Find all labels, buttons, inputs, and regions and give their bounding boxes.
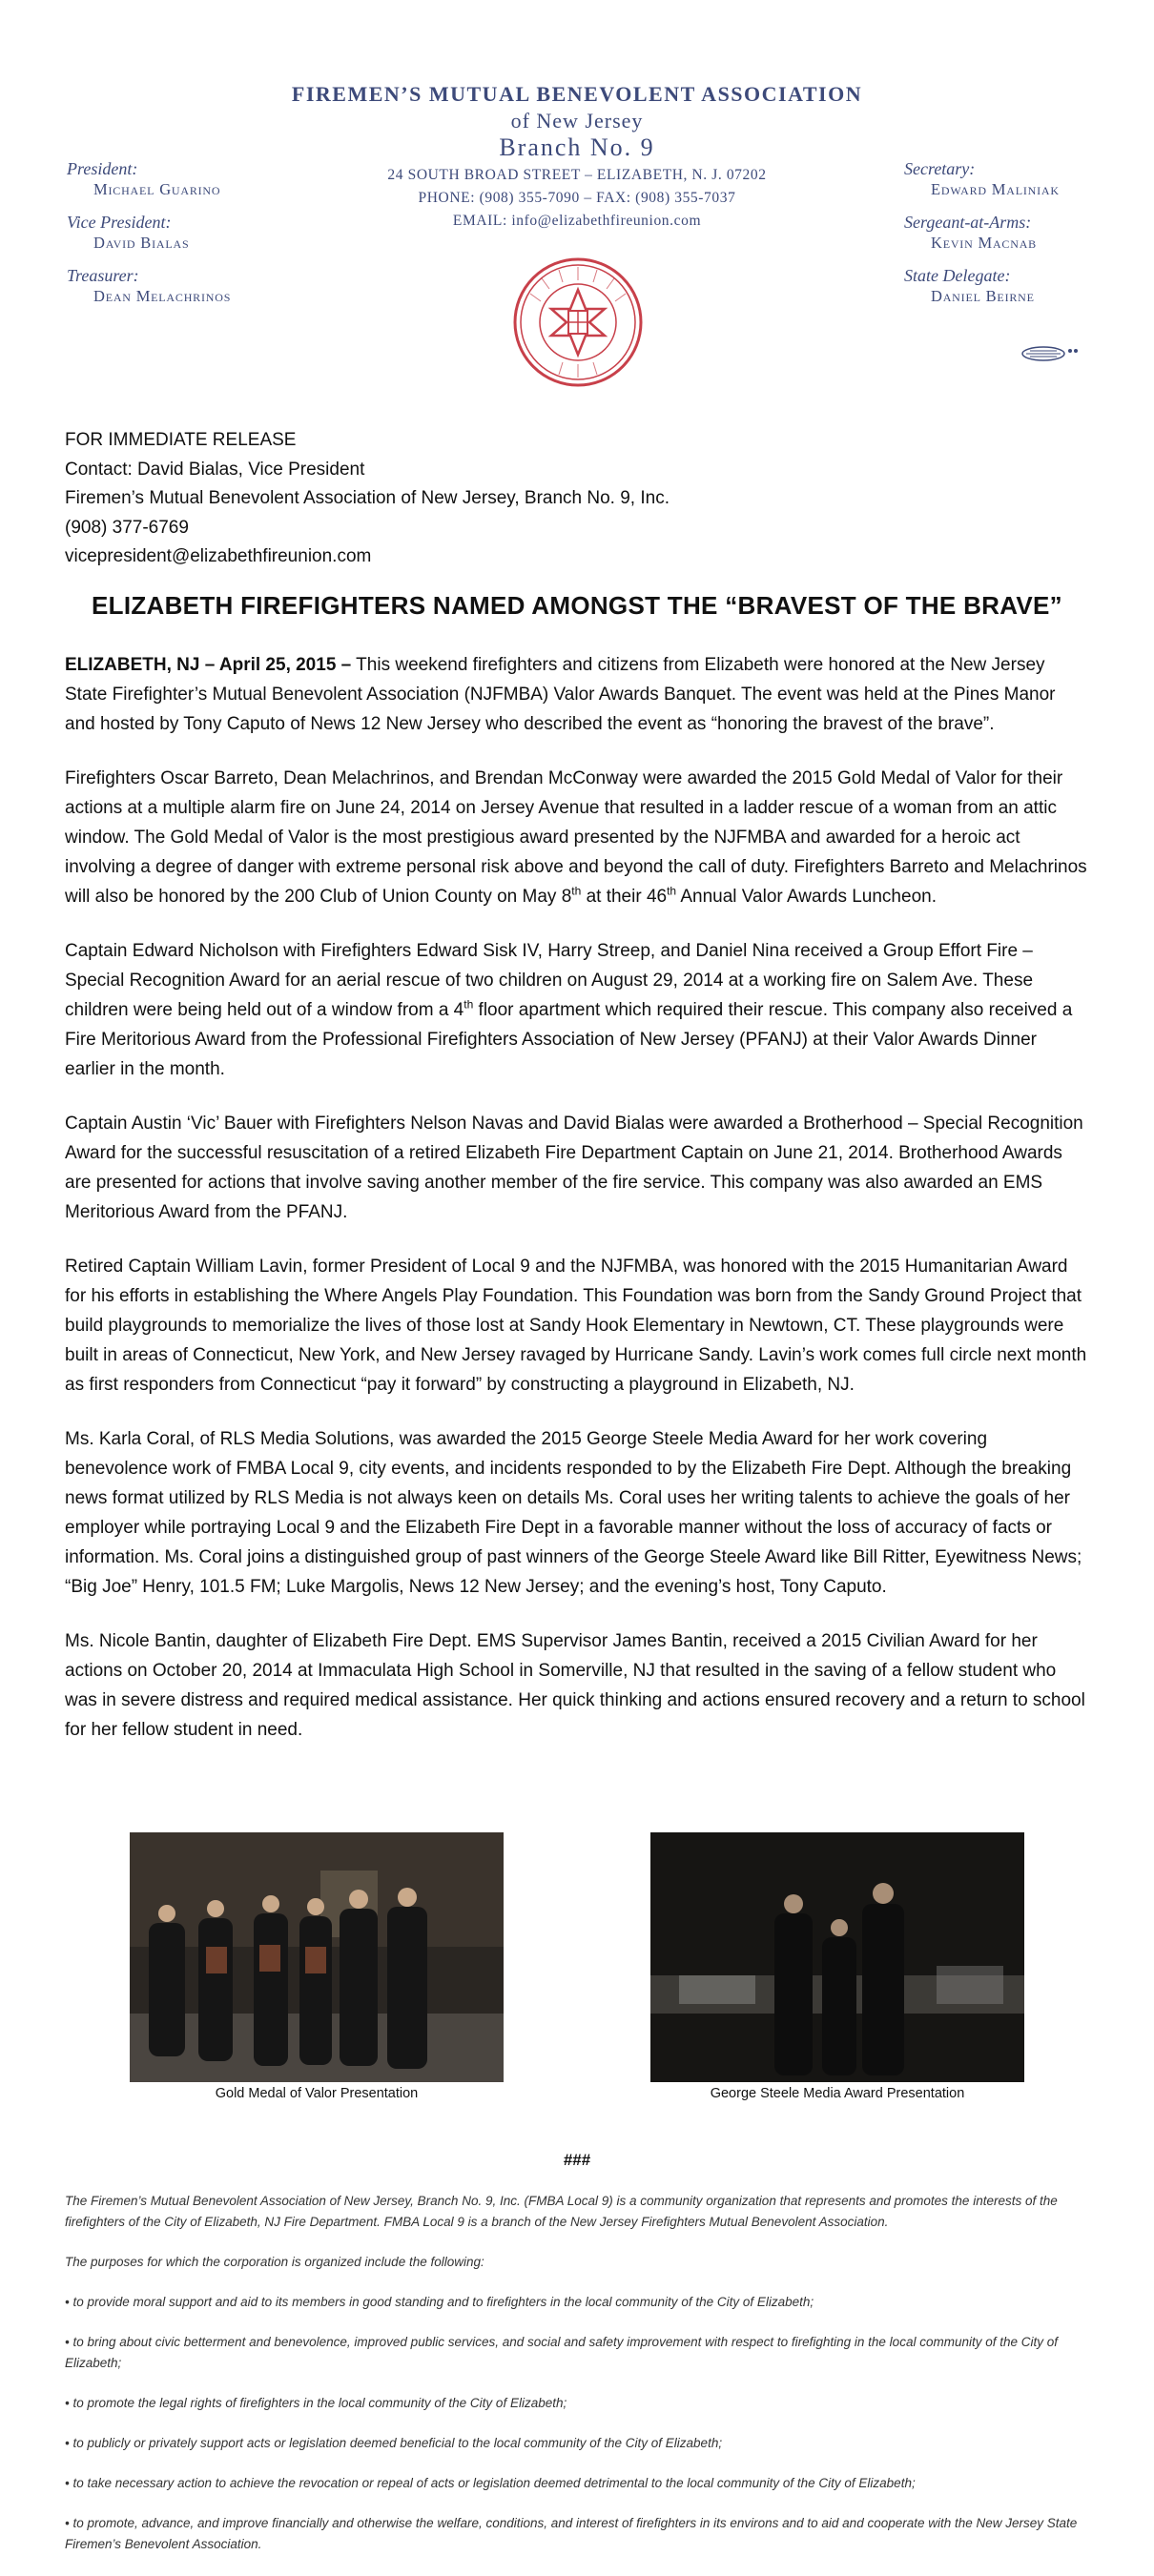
org-phone-fax: PHONE: (908) 355-7090 – FAX: (908) 355-7037	[418, 190, 736, 206]
officer-role: Sergeant-at-Arms:	[904, 213, 1032, 232]
contact-email: vicepresident@elizabethfireunion.com	[65, 546, 372, 566]
org-state: of New Jersey	[510, 109, 644, 133]
photo-caption: George Steele Media Award Presentation	[710, 2086, 965, 2101]
photo-caption: Gold Medal of Valor Presentation	[215, 2086, 419, 2101]
boilerplate	[65, 2191, 1095, 2574]
contact-org: Firemen’s Mutual Benevolent Association of New Jersey, Branch No. 9, Inc.	[65, 488, 670, 508]
contact-person: Contact: David Bialas, Vice President	[65, 459, 365, 480]
officer-role: Treasurer:	[67, 266, 139, 285]
fmba-seal-icon	[511, 256, 645, 389]
officer-role: President:	[67, 159, 138, 178]
purpose-item: • to bring about civic betterment and benevolence, improved public services, and social and safety improvement with respect to firefighting in the local community of the City of Elizabeth;	[65, 2335, 1059, 2370]
officer-name: David Bialas	[93, 234, 190, 252]
contact-block	[65, 426, 670, 572]
org-branch: Branch No. 9	[499, 133, 655, 161]
paragraph: Retired Captain William Lavin, former President of Local 9 and the NJFMBA, was honored with the 2015 Humanitarian Award for his efforts in establishing the Where Angels Play Foundation. This Foundation was born from the Sandy Ground Project that build playgrounds to memorialize the lives of those lost at Sandy Hook Elementary in Newtown, CT. These playgrounds were built in areas of Connecticut, New York, and New Jersey ravaged by Hurricane Sandy. Lavin’s work comes full circle next month as first responders from Connecticut “pay it forward” by constructing a playground in Elizabeth, NJ.	[65, 1257, 1087, 1395]
end-marker: ###	[563, 2151, 591, 2169]
paragraph: Ms. Karla Coral, of RLS Media Solutions, was awarded the 2015 George Steele Media Award for her work covering benevolence work of FMBA Local 9, city events, and incidents responded to by the Elizabeth Fire Dept. Although the breaking news format utilized by RLS Media is not always keen on details Ms. Coral uses her writing talents to achieve the goals of her employer while portraying Local 9 and the Elizabeth Fire Dept in a favorable manner without the loss of accuracy of facts or information. Ms. Coral joins a distinguished group of past winners of the George Steele Award like Bill Ritter, Eyewitness News; “Big Joe” Henry, 101.5 FM; Luke Margolis, News 12 New Jersey; and the evening’s host, Tony Caputo.	[65, 1429, 1082, 1597]
union-bug-icon	[1020, 343, 1083, 364]
paragraph: Firefighters Oscar Barreto, Dean Melachrinos, and Brendan McConway were awarded the 2015 Gold Medal of Valor for their actions at a multiple alarm fire on June 24, 2014 on Jersey Avenue that resulted in a ladder rescue of a woman from an attic window. The Gold Medal of Valor is the most prestigious award presented by the NJFMBA and awarded for a heroic act involving a degree of danger with extreme personal risk above and beyond the call of duty. Firefighters Barreto and Melachrinos will also be honored by the 200 Club of Union County on May 8th at their 46th Annual Valor Awards Luncheon.	[65, 768, 1087, 907]
purpose-item: • to promote, advance, and improve financially and otherwise the welfare, conditions, and interest of firefighters in its environs and to aid and cooperate with the New Jersey State Firemen’s Benevolent Association.	[65, 2516, 1078, 2551]
officer-name: Kevin Macnab	[931, 234, 1037, 252]
org-name: FIREMEN’S MUTUAL BENEVOLENT ASSOCIATION	[291, 82, 863, 106]
press-headline: ELIZABETH FIREFIGHTERS NAMED AMONGST THE “BRAVEST OF THE BRAVE”	[92, 591, 1062, 620]
purpose-item: • to take necessary action to achieve the revocation or repeal of acts or legislation deemed detrimental to the local community of the City of Elizabeth;	[65, 2476, 916, 2490]
paragraph: Captain Austin ‘Vic’ Bauer with Firefighters Nelson Navas and David Bialas were awarded a Brotherhood – Special Recognition Award for the successful resuscitation of a retired Elizabeth Fire Department Captain on June 21, 2014. Brotherhood Awards are presented for actions that involve saving another member of the fire service. This company was also awarded an EMS Meritorious Award from the PFANJ.	[65, 1114, 1083, 1222]
paragraph: Ms. Nicole Bantin, daughter of Elizabeth Fire Dept. EMS Supervisor James Bantin, received a 2015 Civilian Award for her actions on October 20, 2014 at Immaculata High School in Somerville, NJ that resulted in the saving of a fellow student who was in severe distress and required medical assistance. Her quick thinking and actions ensured recovery and a return to school for her fellow student in need.	[65, 1631, 1085, 1740]
about-paragraph: The Firemen’s Mutual Benevolent Association of New Jersey, Branch No. 9, Inc. (FMBA Local 9) is a community organization that represents and promotes the interests of the firefighters of the City of Elizabeth, NJ Fire Department. FMBA Local 9 is a branch of the New Jersey Firefighters Mutual Benevolent Association.	[65, 2194, 1058, 2229]
officer-name: Michael Guarino	[93, 180, 221, 198]
officers-right	[904, 158, 1060, 318]
officer-name: Daniel Beirne	[931, 287, 1035, 305]
paragraph: Captain Edward Nicholson with Firefighters Edward Sisk IV, Harry Streep, and Daniel Nina received a Group Effort Fire – Special Recognition Award for an aerial rescue of two children on August 29, 2014 at a working fire on Salem Ave. These children were being held out of a window from a 4th floor apartment which required their rescue. This company also received a Fire Meritorious Award from the Professional Firefighters Association of New Jersey (PFANJ) at their Valor Awards Dinner earlier in the month.	[65, 941, 1073, 1079]
dateline: ELIZABETH, NJ – April 25, 2015 –	[65, 655, 352, 675]
officer-role: State Delegate:	[904, 266, 1011, 285]
release-label: FOR IMMEDIATE RELEASE	[65, 430, 297, 450]
paragraph: ELIZABETH, NJ – April 25, 2015 – This weekend firefighters and citizens from Elizabeth were honored at the New Jersey State Firefighter’s Mutual Benevolent Association (NJFMBA) Valor Awards Banquet. The event was held at the Pines Manor and hosted by Tony Caputo of News 12 New Jersey who described the event as “honoring the bravest of the brave”.	[65, 655, 1056, 734]
officer-name: Dean Melachrinos	[93, 287, 232, 305]
gold-medal-photo	[130, 1832, 504, 2082]
media-award-photo	[650, 1832, 1024, 2082]
org-address: 24 SOUTH BROAD STREET – ELIZABETH, N. J. 07202	[387, 167, 767, 183]
purpose-item: • to publicly or privately support acts or legislation deemed beneficial to the local community of the City of Elizabeth;	[65, 2436, 723, 2450]
purposes-intro: The purposes for which the corporation is organized include the following:	[65, 2255, 484, 2269]
officers-left	[67, 158, 231, 318]
purpose-item: • to provide moral support and aid to its members in good standing and to firefighters in the local community of the City of Elizabeth;	[65, 2295, 814, 2309]
contact-phone: (908) 377-6769	[65, 517, 189, 538]
org-email: EMAIL: info@elizabethfireunion.com	[452, 213, 702, 229]
officer-role: Vice President:	[67, 213, 172, 232]
officer-name: Edward Maliniak	[931, 180, 1060, 198]
purpose-item: • to promote the legal rights of firefighters in the local community of the City of Elizabeth;	[65, 2396, 567, 2410]
officer-role: Secretary:	[904, 159, 976, 178]
press-body	[65, 650, 1090, 1769]
